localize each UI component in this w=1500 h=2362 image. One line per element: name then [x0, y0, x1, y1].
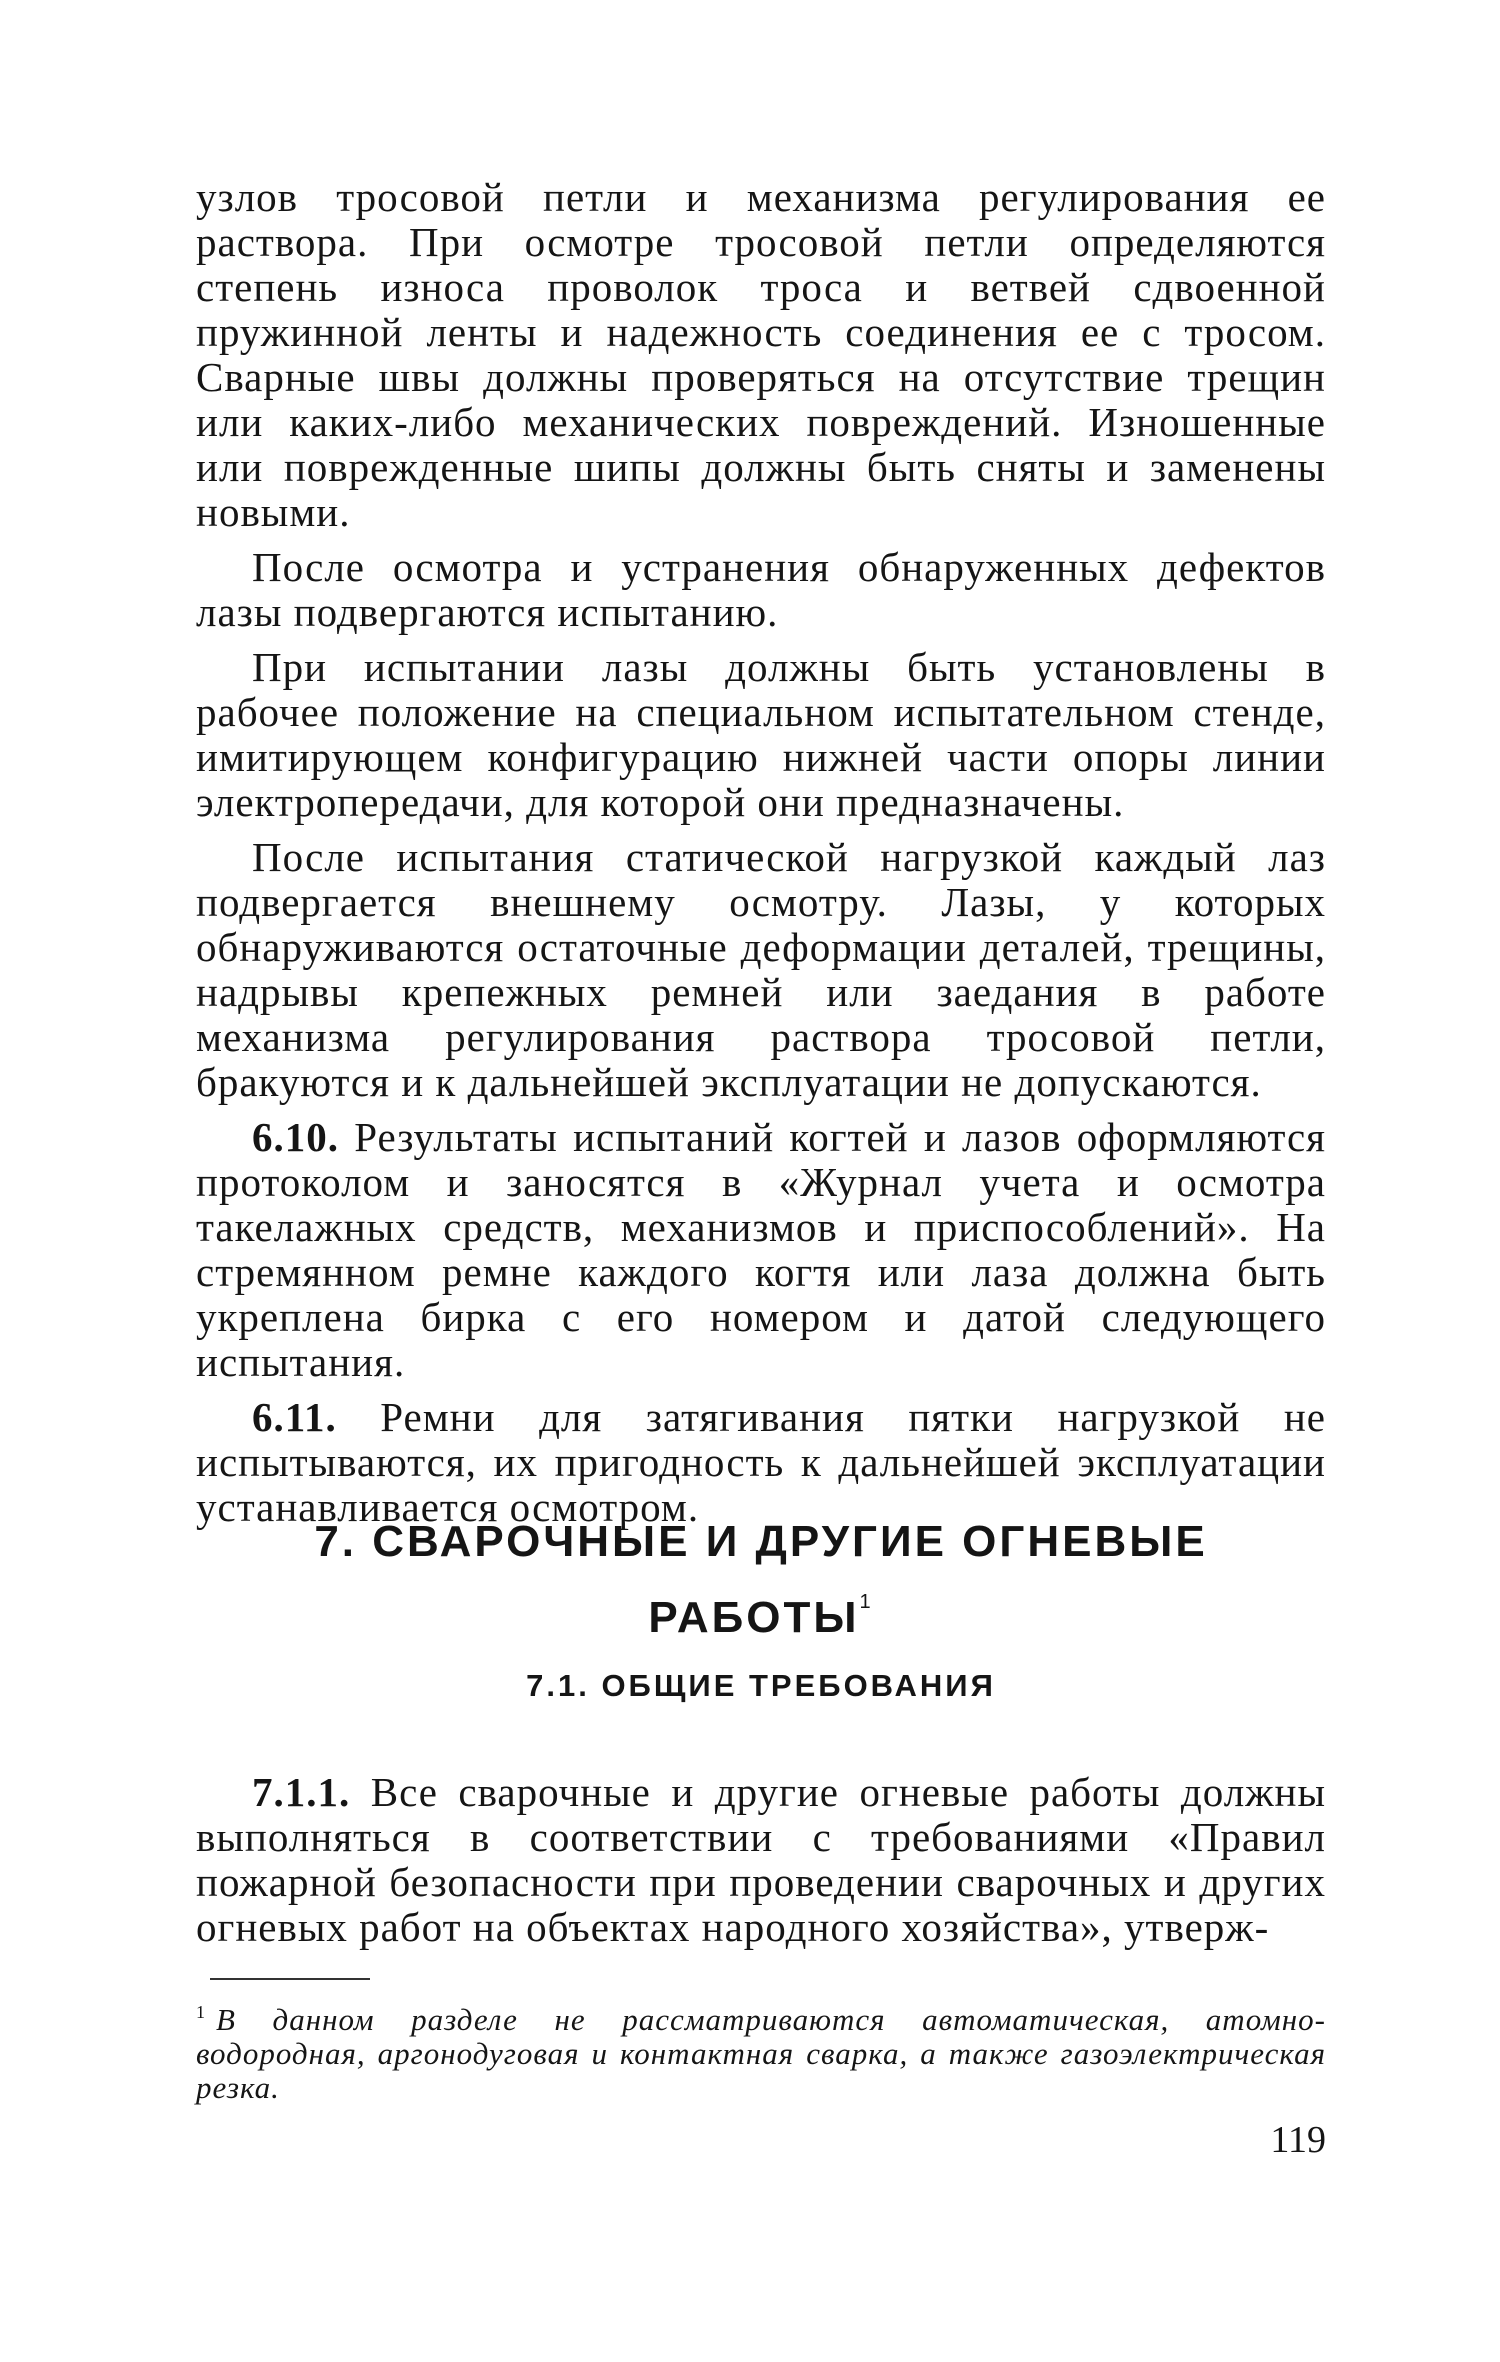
page-number: 119 — [1270, 2119, 1326, 2161]
paragraph-continuation — [196, 175, 1326, 535]
paragraph-text: После испытания статической нагрузкой каждый лаз подвергается внешнему осмотру. Лазы, у которых обнаруживаются остаточные деформации деталей, трещины, надрывы крепежных ремней или заедания в работе механизма регулирования раствора тросовой петли, бракуются и к дальнейшей эксплуатации не допускаются. — [196, 834, 1326, 1105]
paragraph-text: После осмотра и устранения обнаруженных дефектов лазы подвергаются испытанию. — [196, 544, 1326, 635]
paragraph-static-load — [196, 835, 1326, 1105]
paragraph-number: 7.1.1. — [252, 1769, 351, 1815]
section-title — [196, 1663, 1326, 1708]
body-text-top — [196, 175, 1326, 1540]
footnote-mark: 1 — [196, 2002, 206, 2022]
footnote-divider — [210, 1978, 370, 1980]
chapter-title-text: 7. СВАРОЧНЫЕ И ДРУГИЕ ОГНЕВЫЕ РАБОТЫ — [314, 1517, 1208, 1642]
footnote-reference: 1 — [859, 1591, 874, 1613]
chapter-title — [196, 1512, 1326, 1648]
body-text-section — [196, 1770, 1326, 1960]
paragraph-testing-stand — [196, 645, 1326, 825]
paragraph-text: Все сварочные и другие огневые работы должны выполняться в соответствии с требованиями «Правил пожарной безопасности при проведении сварочных и других огневых работ на объектах народного хозяйства», утверж- — [196, 1769, 1327, 1950]
paragraph-text: Ремни для затягивания пятки нагрузкой не испытываются, их пригодность к дальнейшей эксплуатации устанавливается осмотром. — [196, 1394, 1326, 1530]
section-title-text: 7.1. ОБЩИЕ ТРЕБОВАНИЯ — [526, 1668, 996, 1703]
paragraph-6-11 — [196, 1395, 1326, 1530]
paragraph-inspection-defects — [196, 545, 1326, 635]
footnote — [196, 1995, 1326, 2105]
paragraph-text: узлов тросовой петли и механизма регулирования ее раствора. При осмотре тросовой петли определяются степень износа проволок троса и ветвей сдвоенной пружинной ленты и надежность соединения ее с тросом. Сварные швы должны проверяться на отсутствие трещин или каких-либо механических повреждений. Изношенные или поврежденные шипы должны быть сняты и заменены новыми. — [196, 174, 1326, 535]
paragraph-number: 6.10. — [252, 1114, 339, 1160]
paragraph-text: При испытании лазы должны быть установлены в рабочее положение на специальном испытательном стенде, имитирующем конфигурацию нижней части опоры линии электропередачи, для которой они предназначены. — [196, 644, 1326, 825]
paragraph-text: Результаты испытаний когтей и лазов оформляются протоколом и заносятся в «Журнал учета и осмотра такелажных средств, механизмов и приспособлений». На стремянном ремне каждого когтя или лаза должна быть укреплена бирка с его номером и датой следующего испытания. — [196, 1114, 1327, 1385]
footnote-text: В данном разделе не рассматриваются автоматическая, атомно-водородная, аргонодуговая и контактная сварка, а также газоэлектрическая резка. — [196, 2002, 1326, 2105]
paragraph-7-1-1 — [196, 1770, 1326, 1950]
paragraph-6-10 — [196, 1115, 1326, 1385]
paragraph-number: 6.11. — [252, 1394, 337, 1440]
